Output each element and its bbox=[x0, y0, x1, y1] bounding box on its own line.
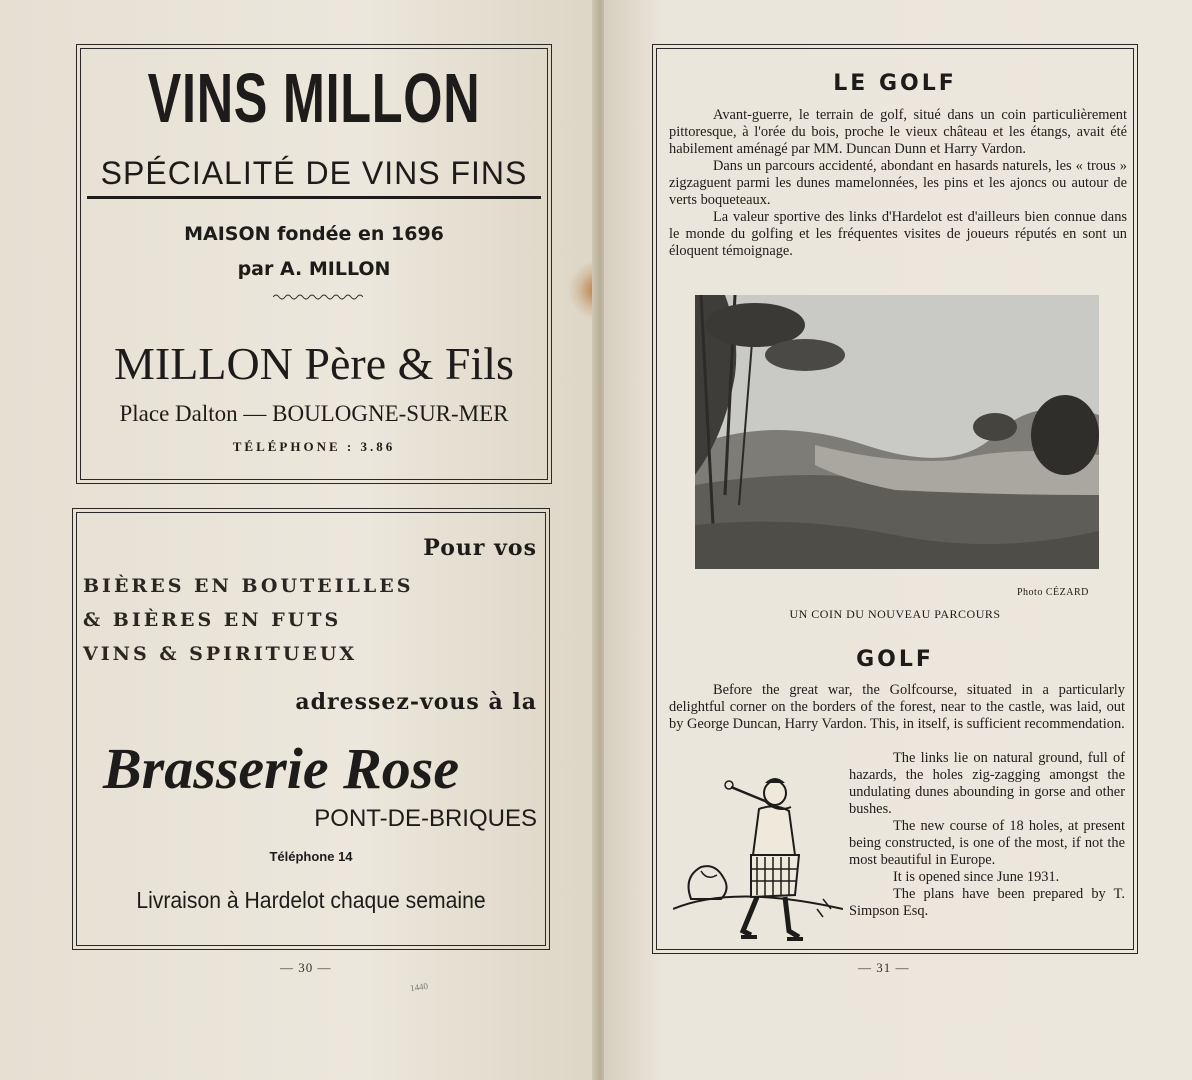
photo-credit: Photo CÉZARD bbox=[1017, 587, 1089, 598]
english-heading: GOLF bbox=[856, 647, 934, 672]
english-intro bbox=[669, 682, 1125, 733]
english-paragraph: Before the great war, the Golfcourse, situated in a particularly delightful corner on the borders of the forest, near to the castle, was laid, out by George Duncan, Harry Vardon. This, in itself, is sufficient recommendation. bbox=[669, 682, 1125, 732]
english-paragraph: The new course of 18 holes, at present being constructed, is one of the most, if not the most beautiful in Europe. bbox=[849, 818, 1125, 868]
english-paragraph: The links lie on natural ground, full of hazards, the holes zig-zagging amongst the undulating dunes abounding in gorse and other bushes. bbox=[849, 750, 1125, 817]
english-text-beside-illustration bbox=[849, 750, 1125, 920]
wavy-divider bbox=[273, 293, 363, 301]
brasserie-line-bieres-futs: & BIÈRES EN FUTS bbox=[83, 609, 342, 631]
brasserie-delivery: Livraison à Hardelot chaque semaine bbox=[136, 887, 486, 913]
golf-course-photo bbox=[695, 295, 1099, 569]
millon-founding bbox=[77, 217, 551, 287]
brasserie-line-vins: VINS & SPIRITUEUX bbox=[83, 643, 358, 665]
millon-advertisement bbox=[76, 44, 552, 484]
brasserie-advertisement bbox=[72, 508, 550, 950]
french-paragraph: Avant-guerre, le terrain de golf, situé dans un coin particulièrement pittoresque, à l'orée du bois, proche le vieux château et les étangs, avait été habilement aménagé par MM. Duncan Dunn et Harry Vardon. bbox=[669, 107, 1127, 157]
brasserie-name: Brasserie Rose bbox=[103, 736, 460, 801]
golf-course-photo-image bbox=[695, 295, 1099, 569]
french-text bbox=[669, 107, 1127, 260]
english-paragraph: It is opened since June 1931. bbox=[893, 869, 1060, 885]
brasserie-adressez: adressez-vous à la bbox=[295, 689, 537, 715]
photo-caption: UN COIN DU NOUVEAU PARCOURS bbox=[789, 607, 1001, 621]
pencil-note: 1440 bbox=[409, 980, 429, 994]
french-paragraph: La valeur sportive des links d'Hardelot est d'ailleurs bien connue dans le monde du golfing et les fréquentes visites de joueurs réputés en sont un éloquent témoignage. bbox=[669, 209, 1127, 259]
page-number-right: — 31 — bbox=[858, 960, 910, 975]
millon-address: Place Dalton — BOULOGNE-SUR-MER bbox=[119, 401, 509, 426]
millon-subtitle: SPÉCIALITÉ DE VINS FINS bbox=[87, 155, 541, 199]
french-heading: LE GOLF bbox=[833, 71, 957, 96]
millon-telephone: TÉLÉPHONE : 3.86 bbox=[232, 439, 396, 454]
brasserie-pour-vos: Pour vos bbox=[423, 535, 537, 561]
brasserie-town: PONT-DE-BRIQUES bbox=[314, 805, 537, 832]
brasserie-telephone: Téléphone 14 bbox=[269, 849, 353, 864]
english-paragraph: The plans have been prepared by T. Simpson Esq. bbox=[849, 886, 1125, 919]
millon-title: VINS MILLON bbox=[147, 59, 481, 137]
right-page bbox=[604, 0, 1192, 1080]
page-number-left: — 30 — bbox=[280, 960, 332, 975]
millon-founder-line: par A. MILLON bbox=[237, 258, 391, 280]
french-paragraph: Dans un parcours accidenté, abondant en hasards naturels, les « trous » zigzaguent parmi les dunes mamelonnées, les pins et les ajoncs ou autour de verts boqueteaux. bbox=[669, 158, 1127, 208]
millon-founding-line: MAISON fondée en 1696 bbox=[184, 223, 444, 245]
golf-article bbox=[652, 44, 1138, 954]
golfer-illustration-icon bbox=[673, 759, 843, 943]
millon-firm-name: MILLON Père & Fils bbox=[114, 338, 514, 389]
brasserie-line-bieres-bouteilles: BIÈRES EN BOUTEILLES bbox=[83, 575, 414, 597]
